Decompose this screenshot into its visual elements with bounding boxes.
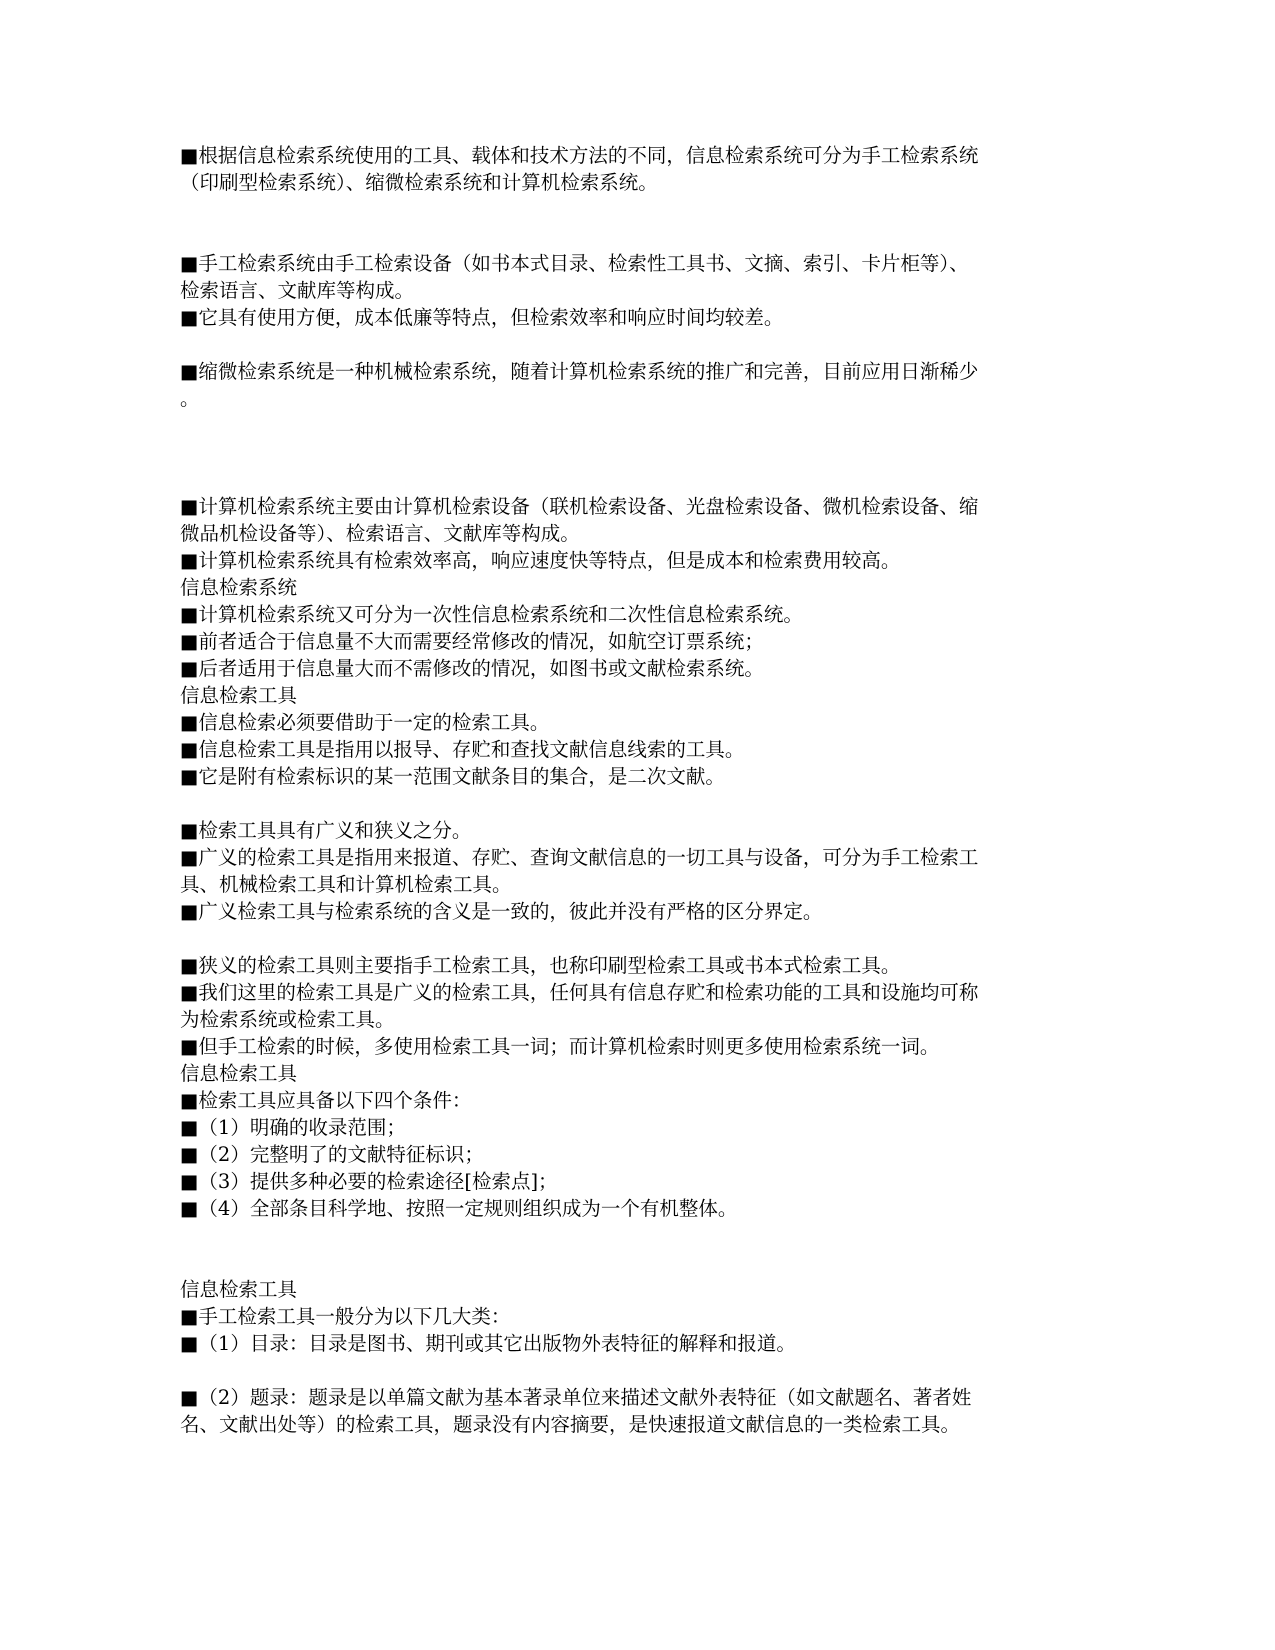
text-line: ■手工检索系统由手工检索设备（如书本式目录、检索性工具书、文摘、索引、卡片柜等）、 bbox=[180, 252, 969, 275]
paragraph-spacer bbox=[180, 331, 1030, 358]
text-line: 具、机械检索工具和计算机检索工具。 bbox=[180, 873, 512, 896]
paragraph-spacer bbox=[180, 439, 1030, 466]
text-line: ■手工检索工具一般分为以下几大类： bbox=[180, 1305, 511, 1328]
text-line: ■（2）完整明了的文献特征标识； bbox=[180, 1143, 484, 1166]
text-line: 信息检索系统 bbox=[180, 576, 298, 599]
paragraph bbox=[180, 1384, 1030, 1438]
text-line: ■广义的检索工具是指用来报道、存贮、查询文献信息的一切工具与设备，可分为手工检索工 bbox=[180, 846, 979, 869]
paragraph bbox=[180, 142, 1030, 196]
text-line: ■前者适合于信息量不大而需要经常修改的情况，如航空订票系统； bbox=[180, 630, 764, 653]
paragraph-spacer bbox=[180, 925, 1030, 952]
text-line: 为检索系统或检索工具。 bbox=[180, 1008, 395, 1031]
text-line: ■（1）目录：目录是图书、期刊或其它出版物外表特征的解释和报道。 bbox=[180, 1332, 796, 1355]
text-line: 微品机检设备等）、检索语言、文献库等构成。 bbox=[180, 522, 580, 545]
text-line: ■（3）提供多种必要的检索途径[检索点]； bbox=[180, 1170, 558, 1193]
text-line: ■狭义的检索工具则主要指手工检索工具，也称印刷型检索工具或书本式检索工具。 bbox=[180, 954, 901, 977]
text-line: 信息检索工具 bbox=[180, 684, 298, 707]
paragraph-spacer bbox=[180, 223, 1030, 250]
text-line: ■（4）全部条目科学地、按照一定规则组织成为一个有机整体。 bbox=[180, 1197, 738, 1220]
paragraph bbox=[180, 817, 1030, 925]
paragraph-spacer bbox=[180, 1222, 1030, 1249]
text-line: 名、文献出处等）的检索工具，题录没有内容摘要，是快速报道文献信息的一类检索工具。 bbox=[180, 1413, 961, 1436]
text-line: 检索语言、文献库等构成。 bbox=[180, 279, 415, 302]
text-line: ■后者适用于信息量大而不需修改的情况，如图书或文献检索系统。 bbox=[180, 657, 764, 680]
text-line: 。 bbox=[180, 387, 200, 410]
document-body bbox=[180, 142, 1030, 1438]
text-line: ■（1）明确的收录范围； bbox=[180, 1116, 406, 1139]
text-line: （印刷型检索系统）、缩微检索系统和计算机检索系统。 bbox=[180, 171, 658, 194]
paragraph bbox=[180, 493, 1030, 790]
text-line: ■计算机检索系统主要由计算机检索设备（联机检索设备、光盘检索设备、微机检索设备、缩 bbox=[180, 495, 979, 518]
text-line: ■缩微检索系统是一种机械检索系统，随着计算机检索系统的推广和完善，目前应用日渐稀少 bbox=[180, 360, 979, 383]
text-line: ■信息检索必须要借助于一定的检索工具。 bbox=[180, 711, 550, 734]
text-line: ■计算机检索系统又可分为一次性信息检索系统和二次性信息检索系统。 bbox=[180, 603, 803, 626]
text-line: 信息检索工具 bbox=[180, 1278, 298, 1301]
paragraph bbox=[180, 1276, 1030, 1357]
text-line: ■根据信息检索系统使用的工具、载体和技术方法的不同，信息检索系统可分为手工检索系统 bbox=[180, 144, 979, 167]
paragraph-spacer bbox=[180, 1249, 1030, 1276]
text-line: ■我们这里的检索工具是广义的检索工具，任何具有信息存贮和检索功能的工具和设施均可称 bbox=[180, 981, 979, 1004]
text-line: ■但手工检索的时候，多使用检索工具一词；而计算机检索时则更多使用检索系统一词。 bbox=[180, 1035, 940, 1058]
text-line: ■广义检索工具与检索系统的含义是一致的，彼此并没有严格的区分界定。 bbox=[180, 900, 823, 923]
paragraph-spacer bbox=[180, 466, 1030, 493]
paragraph-spacer bbox=[180, 412, 1030, 439]
text-line: ■检索工具应具备以下四个条件： bbox=[180, 1089, 472, 1112]
text-line: ■计算机检索系统具有检索效率高，响应速度快等特点，但是成本和检索费用较高。 bbox=[180, 549, 901, 572]
paragraph-spacer bbox=[180, 196, 1030, 223]
text-line: ■信息检索工具是指用以报导、存贮和查找文献信息线索的工具。 bbox=[180, 738, 745, 761]
text-line: 信息检索工具 bbox=[180, 1062, 298, 1085]
text-line: ■它是附有检索标识的某一范围文献条目的集合，是二次文献。 bbox=[180, 765, 725, 788]
paragraph-spacer bbox=[180, 790, 1030, 817]
text-line: ■（2）题录：题录是以单篇文献为基本著录单位来描述文献外表特征（如文献题名、著者姓 bbox=[180, 1386, 972, 1409]
paragraph-spacer bbox=[180, 1357, 1030, 1384]
paragraph bbox=[180, 358, 1030, 412]
text-line: ■检索工具具有广义和狭义之分。 bbox=[180, 819, 472, 842]
paragraph bbox=[180, 250, 1030, 331]
text-line: ■它具有使用方便，成本低廉等特点，但检索效率和响应时间均较差。 bbox=[180, 306, 784, 329]
paragraph bbox=[180, 952, 1030, 1222]
